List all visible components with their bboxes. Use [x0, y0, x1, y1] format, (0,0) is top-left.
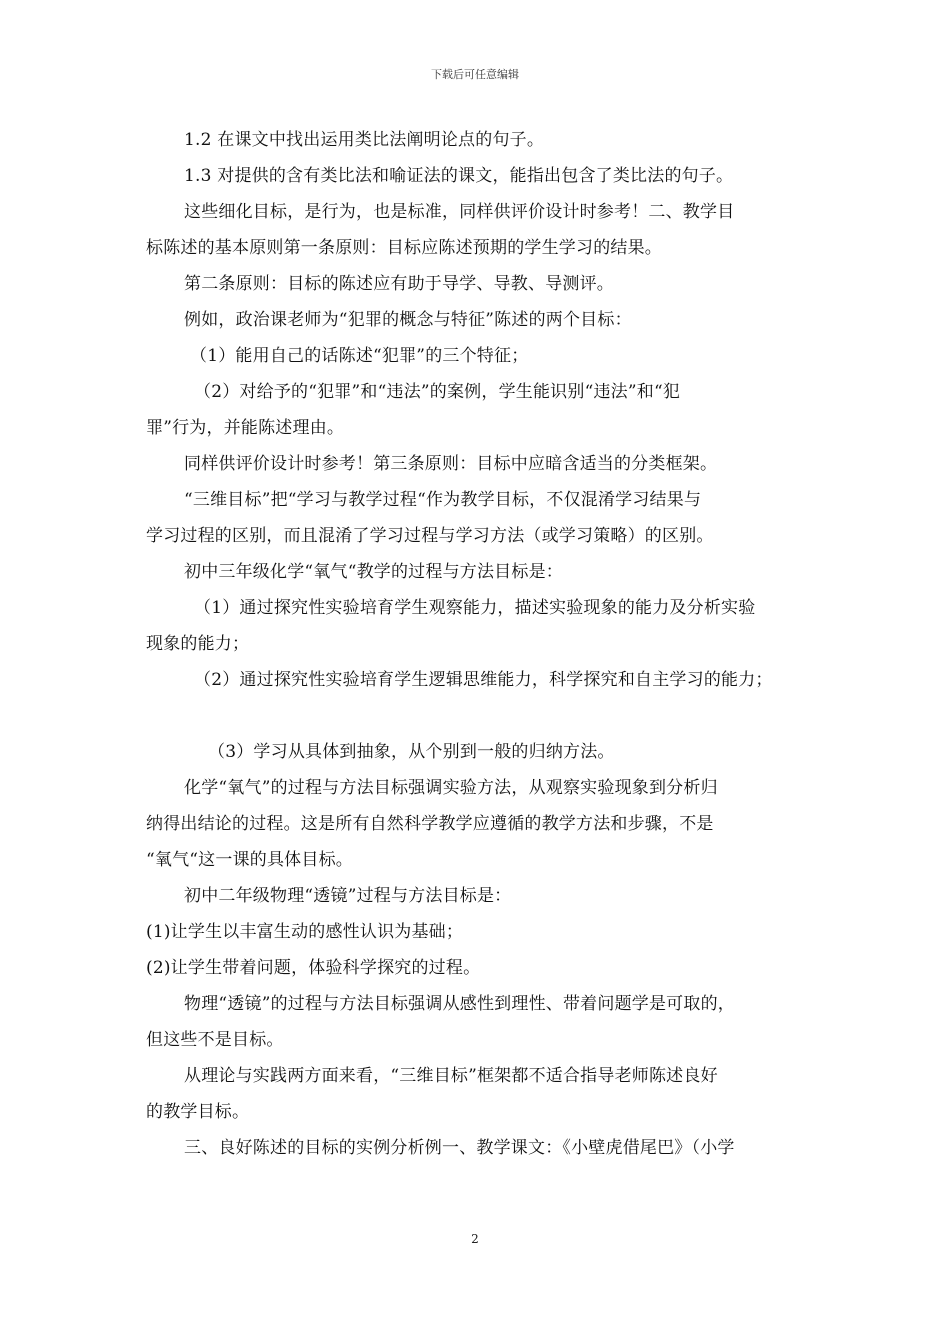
paragraph-line: 1.2 在课文中找出运用类比法阐明论点的句子。	[184, 130, 545, 150]
paragraph-line: 标陈述的基本原则第一条原则：目标应陈述预期的学生学习的结果。	[146, 238, 662, 258]
page-header-note: 下载后可任意编辑	[431, 68, 519, 81]
list-item: （2）对给予的“犯罪”和“违法”的案例，学生能识别“违法”和“犯	[194, 382, 681, 402]
paragraph-line: 罪”行为，并能陈述理由。	[146, 418, 345, 438]
paragraph-line: 这些细化目标，是行为，也是标准，同样供评价设计时参考！二、教学目	[184, 202, 735, 222]
paragraph-line: 学习过程的区别，而且混淆了学习过程与学习方法（或学习策略）的区别。	[146, 526, 714, 546]
paragraph-line: 第二条原则：目标的陈述应有助于导学、导教、导测评。	[184, 274, 614, 294]
paragraph-line: “三维目标”把“学习与教学过程“作为教学目标，不仅混淆学习结果与	[184, 490, 702, 510]
paragraph-line: “氧气“这一课的具体目标。	[146, 850, 353, 870]
paragraph-line: 化学“氧气”的过程与方法目标强调实验方法，从观察实验现象到分析归	[184, 778, 718, 798]
paragraph-line: 的教学目标。	[146, 1102, 250, 1122]
list-item: （3）学习从具体到抽象，从个别到一般的归纳方法。	[208, 742, 615, 762]
paragraph-line: 纳得出结论的过程。这是所有自然科学教学应遵循的教学方法和步骤，不是	[146, 814, 714, 834]
paragraph-line: 初中二年级物理“透镜”过程与方法目标是：	[184, 886, 512, 906]
paragraph-line: 初中三年级化学“氧气“教学的过程与方法目标是：	[184, 562, 563, 582]
paragraph-line: 从理论与实践两方面来看，“三维目标”框架都不适合指导老师陈述良好	[184, 1066, 718, 1086]
blank-line	[146, 698, 818, 734]
list-item: （2）通过探究性实验培育学生逻辑思维能力，科学探究和自主学习的能力；	[194, 670, 773, 690]
list-item: （1）能用自己的话陈述“犯罪”的三个特征；	[190, 346, 529, 366]
paragraph-line: 但这些不是目标。	[146, 1030, 284, 1050]
page-number: 2	[471, 1232, 479, 1246]
list-item: (1)让学生以丰富生动的感性认识为基础；	[146, 922, 464, 942]
list-item: （1）通过探究性实验培育学生观察能力，描述实验现象的能力及分析实验	[194, 598, 756, 618]
paragraph-line: 同样供评价设计时参考！第三条原则：目标中应暗含适当的分类框架。	[184, 454, 718, 474]
paragraph-line: 物理“透镜”的过程与方法目标强调从感性到理性、带着问题学是可取的，	[184, 994, 735, 1014]
paragraph-line: 1.3 对提供的含有类比法和喻证法的课文，能指出包含了类比法的句子。	[184, 166, 734, 186]
paragraph-line: 三、良好陈述的目标的实例分析例一、教学课文：《小壁虎借尾巴》（小学	[184, 1138, 735, 1158]
document-body	[146, 122, 818, 1166]
list-item: (2)让学生带着问题，体验科学探究的过程。	[146, 958, 481, 978]
paragraph-line: 例如，政治课老师为“犯罪的概念与特征”陈述的两个目标：	[184, 310, 632, 330]
paragraph-line: 现象的能力；	[146, 634, 250, 654]
